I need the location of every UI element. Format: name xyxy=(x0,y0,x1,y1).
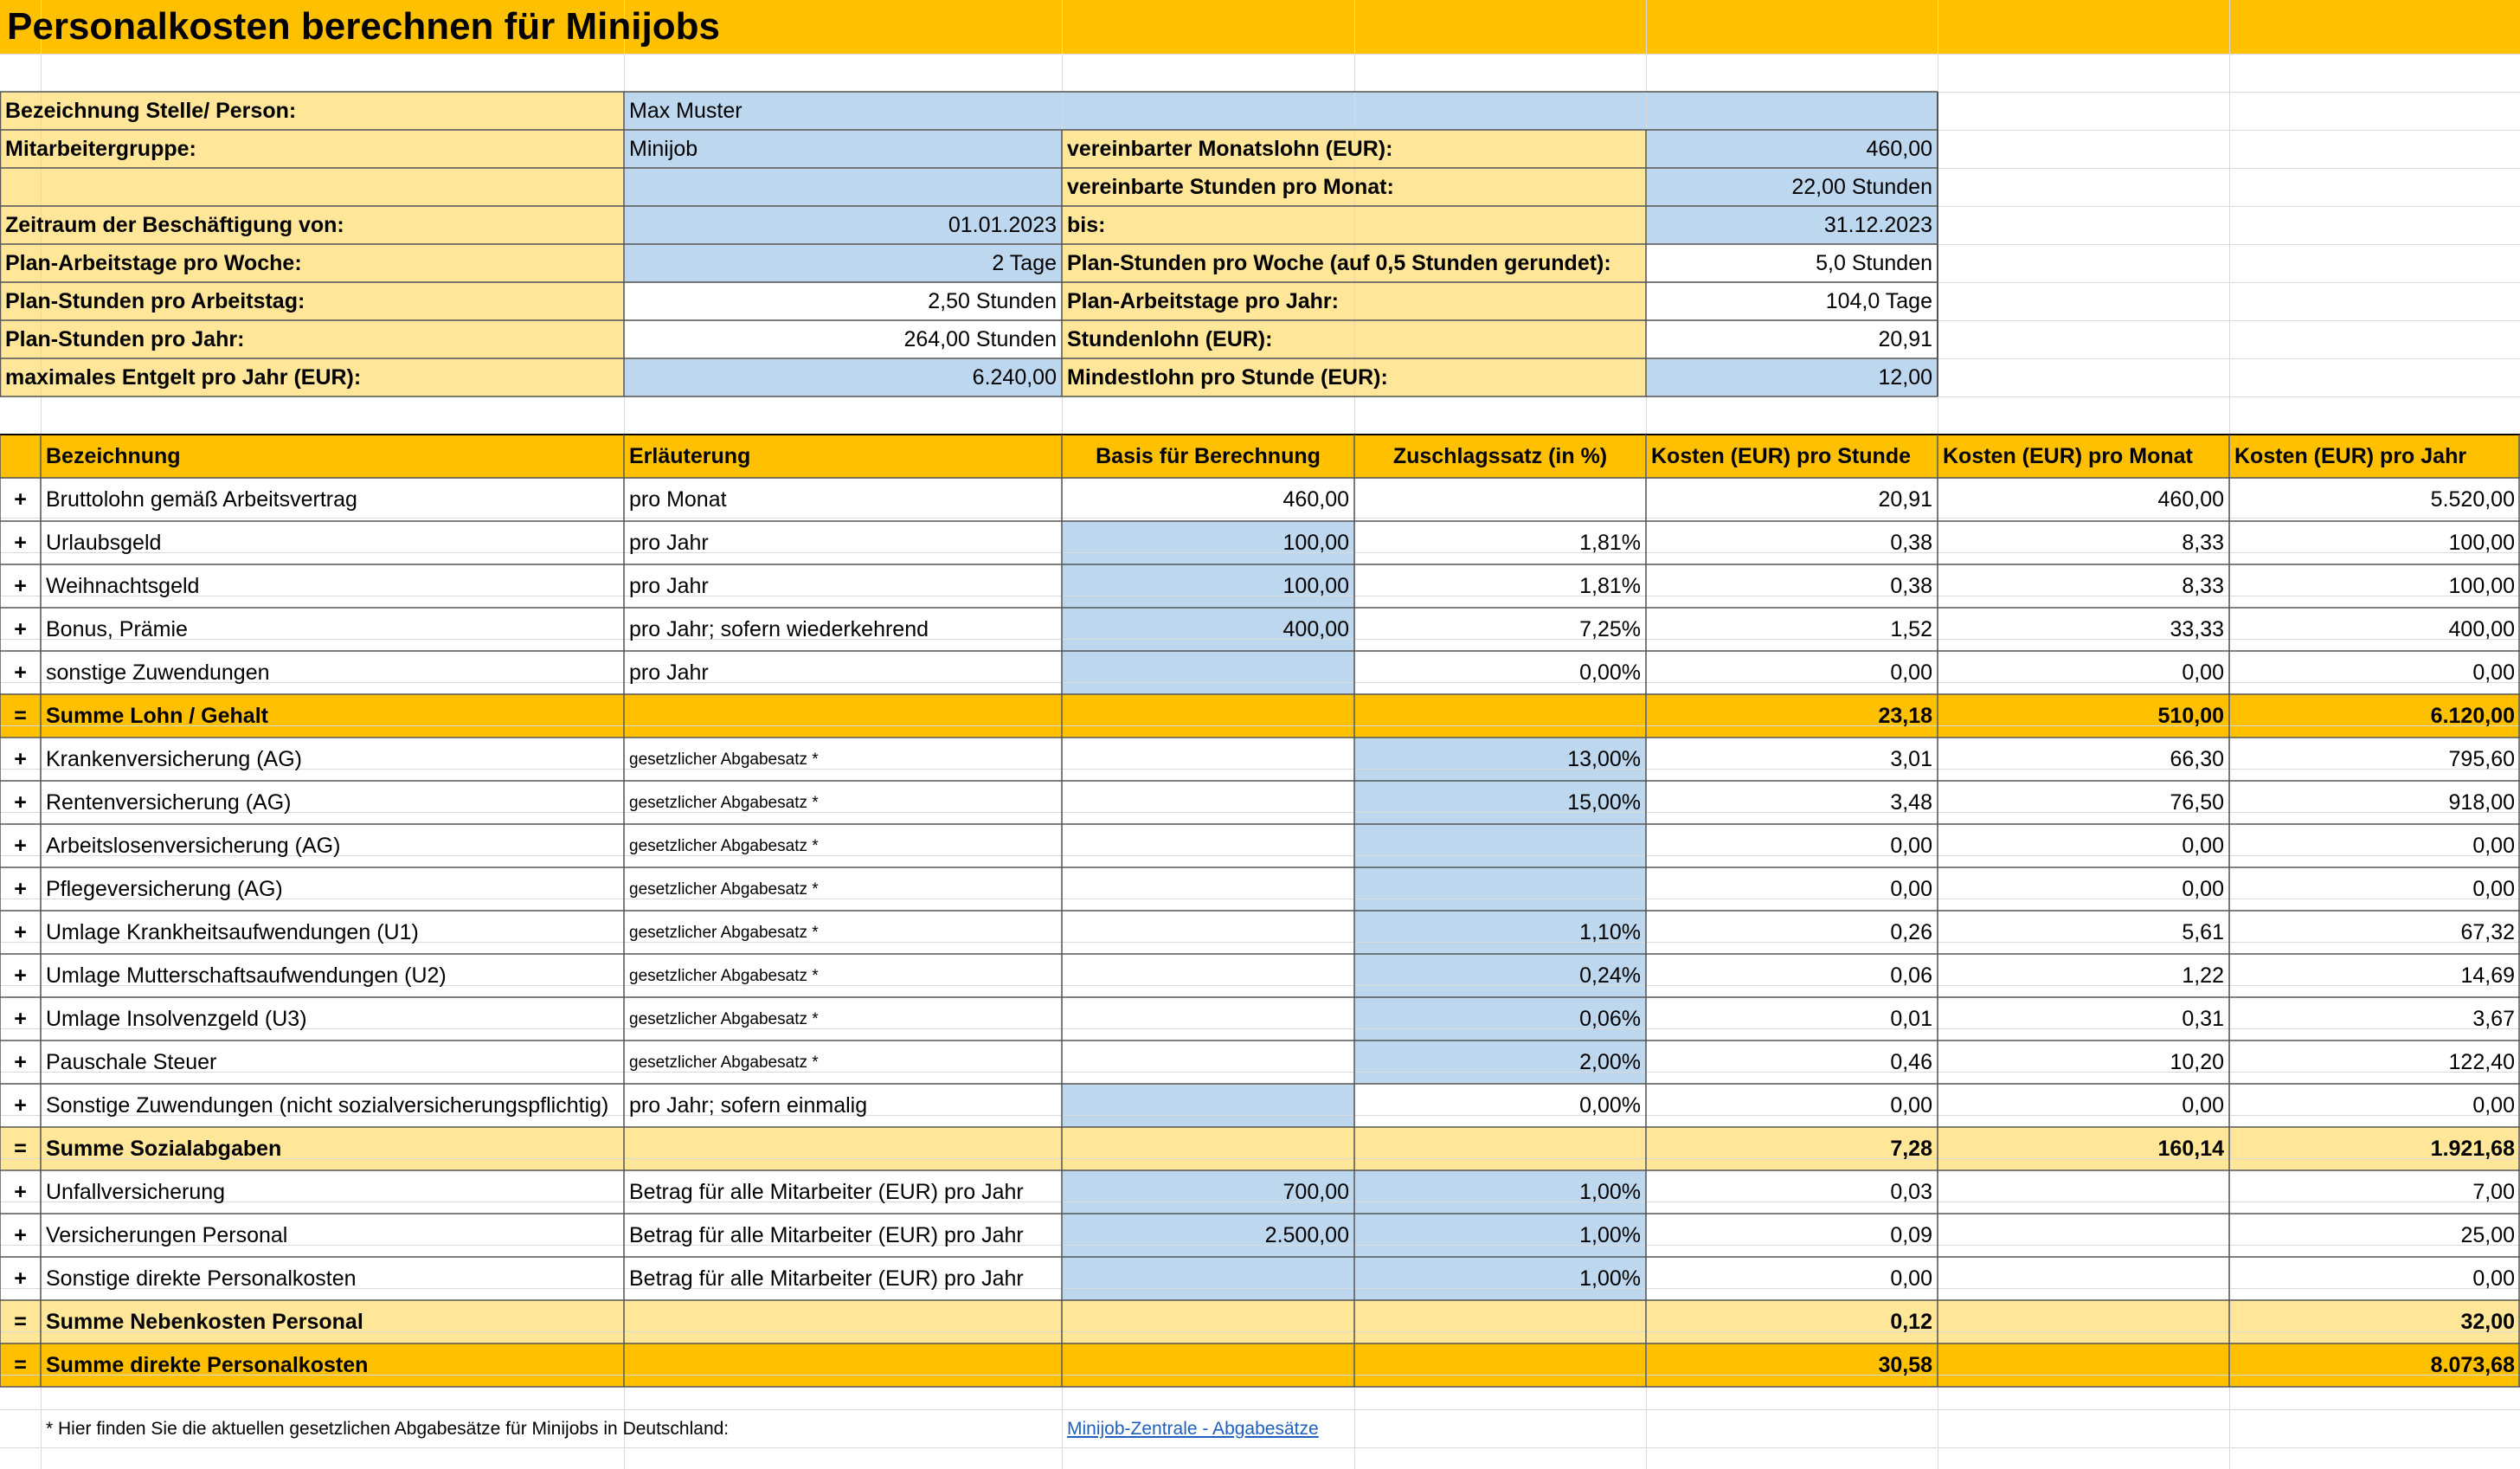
table-cell: gesetzlicher Abgabesatz * xyxy=(629,1009,819,1028)
info-label: Plan-Stunden pro Jahr: xyxy=(5,326,245,351)
table-cell[interactable]: 2.500,00 xyxy=(1264,1222,1349,1247)
table-cell: 7,00 xyxy=(2472,1179,2515,1204)
row-operator: + xyxy=(14,573,27,598)
page-title: Personalkosten berechnen für Minijobs xyxy=(7,5,720,48)
info-label: Mindestlohn pro Stunde (EUR): xyxy=(1067,364,1388,390)
table-cell: Betrag für alle Mitarbeiter (EUR) pro Jahr xyxy=(629,1222,1024,1247)
table-header-cell: Erläuterung xyxy=(629,443,751,468)
table-cell: Bruttolohn gemäß Arbeitsvertrag xyxy=(46,486,357,512)
table-cell[interactable] xyxy=(1062,1041,1354,1084)
row-operator: + xyxy=(14,1006,27,1031)
table-cell: Betrag für alle Mitarbeiter (EUR) pro Jahr xyxy=(629,1266,1024,1291)
row-operator: + xyxy=(14,789,27,815)
table-cell[interactable]: 1,81% xyxy=(1579,530,1641,555)
table-cell[interactable]: 400,00 xyxy=(1282,616,1349,641)
table-cell: 0,00 xyxy=(2182,876,2224,901)
table-cell: sonstige Zuwendungen xyxy=(46,660,270,685)
summary-cell xyxy=(624,1343,1062,1387)
summary-cell: 0,12 xyxy=(1890,1309,1932,1334)
table-cell: 66,30 xyxy=(2170,746,2224,771)
info-label: Zeitraum der Beschäftigung von: xyxy=(5,212,344,237)
table-cell: 14,69 xyxy=(2460,963,2515,988)
table-cell[interactable]: 100,00 xyxy=(1282,530,1349,555)
table-cell: 795,60 xyxy=(2448,746,2515,771)
row-operator: = xyxy=(14,1309,27,1334)
row-operator: + xyxy=(14,660,27,685)
row-operator: = xyxy=(14,703,27,728)
table-cell: 100,00 xyxy=(2448,530,2515,555)
row-operator: = xyxy=(14,1136,27,1161)
info-value[interactable]: Minijob xyxy=(629,136,698,161)
table-header-cell: Kosten (EUR) pro Stunde xyxy=(1651,443,1911,468)
info-value[interactable]: 22,00 Stunden xyxy=(1791,174,1932,199)
summary-cell: 7,28 xyxy=(1890,1136,1932,1161)
table-cell xyxy=(1938,1170,2229,1214)
table-cell: pro Jahr xyxy=(629,573,709,598)
table-cell: 67,32 xyxy=(2460,919,2515,944)
table-cell[interactable]: 13,00% xyxy=(1567,746,1641,771)
table-cell[interactable]: 1,81% xyxy=(1579,573,1641,598)
table-cell: 0,00 xyxy=(2182,833,2224,858)
summary-cell xyxy=(1938,1343,2229,1387)
table-cell: 3,67 xyxy=(2472,1006,2515,1031)
table-cell: 460,00 xyxy=(2157,486,2224,512)
table-cell: 0,00 xyxy=(2472,660,2515,685)
table-cell: 100,00 xyxy=(2448,573,2515,598)
table-cell[interactable]: 460,00 xyxy=(1282,486,1349,512)
summary-cell xyxy=(1062,1127,1354,1170)
table-cell: Versicherungen Personal xyxy=(46,1222,288,1247)
summary-cell xyxy=(1062,694,1354,738)
summary-cell xyxy=(1062,1343,1354,1387)
table-cell: Umlage Insolvenzgeld (U3) xyxy=(46,1006,307,1031)
info-value[interactable]: 460,00 xyxy=(1866,136,1932,161)
summary-cell xyxy=(1938,1300,2229,1343)
table-cell[interactable] xyxy=(1354,867,1646,911)
row-operator: + xyxy=(14,919,27,944)
table-cell[interactable]: 7,25% xyxy=(1579,616,1641,641)
table-cell: Umlage Krankheitsaufwendungen (U1) xyxy=(46,919,419,944)
table-cell[interactable]: 15,00% xyxy=(1567,789,1641,815)
table-cell: Bonus, Prämie xyxy=(46,616,188,641)
summary-cell xyxy=(624,1127,1062,1170)
table-cell: Betrag für alle Mitarbeiter (EUR) pro Jahr xyxy=(629,1179,1024,1204)
info-label: Plan-Stunden pro Arbeitstag: xyxy=(5,288,305,313)
info-value[interactable] xyxy=(624,168,1062,206)
table-cell: 0,46 xyxy=(1890,1049,1932,1074)
table-cell[interactable]: 0,00% xyxy=(1579,660,1641,685)
table-cell[interactable] xyxy=(1062,651,1354,694)
table-cell xyxy=(1938,1214,2229,1257)
table-cell: gesetzlicher Abgabesatz * xyxy=(629,879,819,899)
table-cell: 0,38 xyxy=(1890,573,1932,598)
info-label: Bezeichnung Stelle/ Person: xyxy=(5,98,297,123)
table-cell: Urlaubsgeld xyxy=(46,530,162,555)
row-operator: + xyxy=(14,746,27,771)
table-cell[interactable] xyxy=(1062,1084,1354,1127)
info-label: vereinbarte Stunden pro Monat: xyxy=(1067,174,1394,199)
table-cell: Sonstige direkte Personalkosten xyxy=(46,1266,357,1291)
table-cell[interactable] xyxy=(1062,738,1354,781)
table-cell: 0,03 xyxy=(1890,1179,1932,1204)
table-cell: Krankenversicherung (AG) xyxy=(46,746,302,771)
table-cell: 8,33 xyxy=(2182,530,2224,555)
table-cell: 0,00 xyxy=(1890,1092,1932,1118)
table-cell: 1,52 xyxy=(1890,616,1932,641)
info-label: Mitarbeitergruppe: xyxy=(5,136,196,161)
summary-cell xyxy=(1354,1300,1646,1343)
summary-cell xyxy=(624,1300,1062,1343)
info-value: 20,91 xyxy=(1878,326,1932,351)
row-operator: + xyxy=(14,530,27,555)
info-label: vereinbarter Monatslohn (EUR): xyxy=(1067,136,1393,161)
table-cell: 0,00 xyxy=(2182,1092,2224,1118)
table-cell[interactable] xyxy=(1062,997,1354,1041)
table-cell[interactable] xyxy=(1062,911,1354,954)
table-cell: gesetzlicher Abgabesatz * xyxy=(629,793,819,812)
table-cell: 0,00 xyxy=(1890,876,1932,901)
summary-cell: Summe Sozialabgaben xyxy=(46,1136,282,1161)
table-cell[interactable] xyxy=(1062,867,1354,911)
table-cell: pro Jahr; sofern wiederkehrend xyxy=(629,616,929,641)
table-cell[interactable] xyxy=(1354,478,1646,521)
table-cell: 0,38 xyxy=(1890,530,1932,555)
table-cell: gesetzlicher Abgabesatz * xyxy=(629,1053,819,1072)
info-value[interactable]: 12,00 xyxy=(1878,364,1932,390)
table-cell: gesetzlicher Abgabesatz * xyxy=(629,923,819,942)
summary-cell: 30,58 xyxy=(1878,1352,1932,1377)
table-cell[interactable] xyxy=(1062,824,1354,867)
row-operator: + xyxy=(14,963,27,988)
table-cell[interactable]: 1,10% xyxy=(1579,919,1641,944)
info-label: bis: xyxy=(1067,212,1106,237)
table-cell: Arbeitslosenversicherung (AG) xyxy=(46,833,341,858)
info-value: 5,0 Stunden xyxy=(1816,250,1932,275)
table-cell: Rentenversicherung (AG) xyxy=(46,789,292,815)
info-value[interactable]: 6.240,00 xyxy=(972,364,1057,390)
table-cell: 1,22 xyxy=(2182,963,2224,988)
table-cell: 8,33 xyxy=(2182,573,2224,598)
table-cell: gesetzlicher Abgabesatz * xyxy=(629,750,819,769)
table-header-cell xyxy=(0,435,41,478)
table-cell: 918,00 xyxy=(2448,789,2515,815)
summary-cell: 160,14 xyxy=(2157,1136,2224,1161)
info-label: Stundenlohn (EUR): xyxy=(1067,326,1273,351)
table-header-cell: Kosten (EUR) pro Jahr xyxy=(2234,443,2467,468)
info-value[interactable]: 31.12.2023 xyxy=(1823,212,1932,237)
summary-cell: Summe Lohn / Gehalt xyxy=(46,703,268,728)
table-cell[interactable] xyxy=(1062,954,1354,997)
row-operator: + xyxy=(14,1222,27,1247)
table-header-cell: Kosten (EUR) pro Monat xyxy=(1943,443,2193,468)
table-cell: pro Jahr xyxy=(629,660,709,685)
table-cell: 5.520,00 xyxy=(2430,486,2515,512)
info-value: 104,0 Tage xyxy=(1825,288,1932,313)
table-cell: 0,00 xyxy=(2182,660,2224,685)
table-cell[interactable]: 0,00% xyxy=(1579,1092,1641,1118)
summary-cell xyxy=(1354,1343,1646,1387)
table-cell: 25,00 xyxy=(2460,1222,2515,1247)
table-cell[interactable]: 1,00% xyxy=(1579,1222,1641,1247)
row-operator: + xyxy=(14,1266,27,1291)
table-cell: Umlage Mutterschaftsaufwendungen (U2) xyxy=(46,963,447,988)
table-cell: pro Jahr xyxy=(629,530,709,555)
table-cell[interactable]: 100,00 xyxy=(1282,573,1349,598)
summary-cell: 1.921,68 xyxy=(2430,1136,2515,1161)
table-cell[interactable] xyxy=(1354,824,1646,867)
row-operator: = xyxy=(14,1352,27,1377)
table-cell: 0,00 xyxy=(2472,1092,2515,1118)
summary-cell: 8.073,68 xyxy=(2430,1352,2515,1377)
table-cell[interactable] xyxy=(1062,1257,1354,1300)
row-operator: + xyxy=(14,1179,27,1204)
table-cell: 0,00 xyxy=(1890,833,1932,858)
table-cell[interactable]: 0,24% xyxy=(1579,963,1641,988)
table-cell: 0,00 xyxy=(1890,660,1932,685)
table-cell: 10,20 xyxy=(2170,1049,2224,1074)
table-cell[interactable]: 2,00% xyxy=(1579,1049,1641,1074)
table-cell: pro Monat xyxy=(629,486,727,512)
info-person-field[interactable]: Max Muster xyxy=(629,98,742,123)
summary-cell: 510,00 xyxy=(2157,703,2224,728)
table-cell: 400,00 xyxy=(2448,616,2515,641)
table-cell: 3,48 xyxy=(1890,789,1932,815)
row-operator: + xyxy=(14,833,27,858)
table-cell[interactable]: 0,06% xyxy=(1579,1006,1641,1031)
table-cell[interactable] xyxy=(1062,781,1354,824)
table-cell[interactable]: 1,00% xyxy=(1579,1179,1641,1204)
table-cell: 0,06 xyxy=(1890,963,1932,988)
table-cell: 76,50 xyxy=(2170,789,2224,815)
info-value: 2,50 Stunden xyxy=(928,288,1057,313)
info-label: Plan-Arbeitstage pro Jahr: xyxy=(1067,288,1339,313)
table-cell: 0,00 xyxy=(1890,1266,1932,1291)
row-operator: + xyxy=(14,486,27,512)
summary-cell xyxy=(1062,1300,1354,1343)
table-cell: 0,09 xyxy=(1890,1222,1932,1247)
summary-cell: 6.120,00 xyxy=(2430,703,2515,728)
abgabesaetze-link[interactable]: Minijob-Zentrale - Abgabesätze xyxy=(1067,1418,1319,1439)
summary-cell xyxy=(624,694,1062,738)
table-cell: 0,01 xyxy=(1890,1006,1932,1031)
info-value[interactable]: 01.01.2023 xyxy=(948,212,1057,237)
row-operator: + xyxy=(14,876,27,901)
row-operator: + xyxy=(14,616,27,641)
info-label: Plan-Stunden pro Woche (auf 0,5 Stunden gerundet): xyxy=(1067,250,1611,275)
table-cell: 33,33 xyxy=(2170,616,2224,641)
summary-cell: Summe direkte Personalkosten xyxy=(46,1352,369,1377)
table-cell xyxy=(1938,1257,2229,1300)
row-operator: + xyxy=(14,1049,27,1074)
table-cell: 0,00 xyxy=(2472,876,2515,901)
table-cell: gesetzlicher Abgabesatz * xyxy=(629,836,819,855)
table-cell: Weihnachtsgeld xyxy=(46,573,200,598)
table-cell: 3,01 xyxy=(1890,746,1932,771)
summary-cell: 23,18 xyxy=(1878,703,1932,728)
table-cell: Sonstige Zuwendungen (nicht sozialversicherungspflichtig) xyxy=(46,1092,609,1118)
table-cell: 20,91 xyxy=(1878,486,1932,512)
footer-note: * Hier finden Sie die aktuellen gesetzlichen Abgabesätze für Minijobs in Deutschland: xyxy=(46,1418,730,1439)
summary-cell xyxy=(1354,694,1646,738)
info-label xyxy=(0,168,624,206)
table-cell: pro Jahr; sofern einmalig xyxy=(629,1092,868,1118)
info-value: 264,00 Stunden xyxy=(903,326,1057,351)
info-value[interactable]: 2 Tage xyxy=(992,250,1057,275)
table-cell[interactable]: 700,00 xyxy=(1282,1179,1349,1204)
summary-cell xyxy=(1354,1127,1646,1170)
row-operator: + xyxy=(14,1092,27,1118)
table-cell: Pflegeversicherung (AG) xyxy=(46,876,283,901)
table-cell: Pauschale Steuer xyxy=(46,1049,217,1074)
table-cell: 0,31 xyxy=(2182,1006,2224,1031)
summary-cell: Summe Nebenkosten Personal xyxy=(46,1309,363,1334)
table-cell: 0,00 xyxy=(2472,1266,2515,1291)
table-cell: 0,26 xyxy=(1890,919,1932,944)
info-label: Plan-Arbeitstage pro Woche: xyxy=(5,250,302,275)
summary-cell: 32,00 xyxy=(2460,1309,2515,1334)
table-header-cell: Basis für Berechnung xyxy=(1096,443,1321,468)
table-header-cell: Zuschlagssatz (in %) xyxy=(1392,443,1608,468)
table-cell: 0,00 xyxy=(2472,833,2515,858)
info-label: maximales Entgelt pro Jahr (EUR): xyxy=(5,364,362,390)
table-cell: 5,61 xyxy=(2182,919,2224,944)
table-cell: Unfallversicherung xyxy=(46,1179,226,1204)
table-cell: 122,40 xyxy=(2448,1049,2515,1074)
table-cell[interactable]: 1,00% xyxy=(1579,1266,1641,1291)
table-cell: gesetzlicher Abgabesatz * xyxy=(629,966,819,985)
table-header-cell: Bezeichnung xyxy=(46,443,181,468)
